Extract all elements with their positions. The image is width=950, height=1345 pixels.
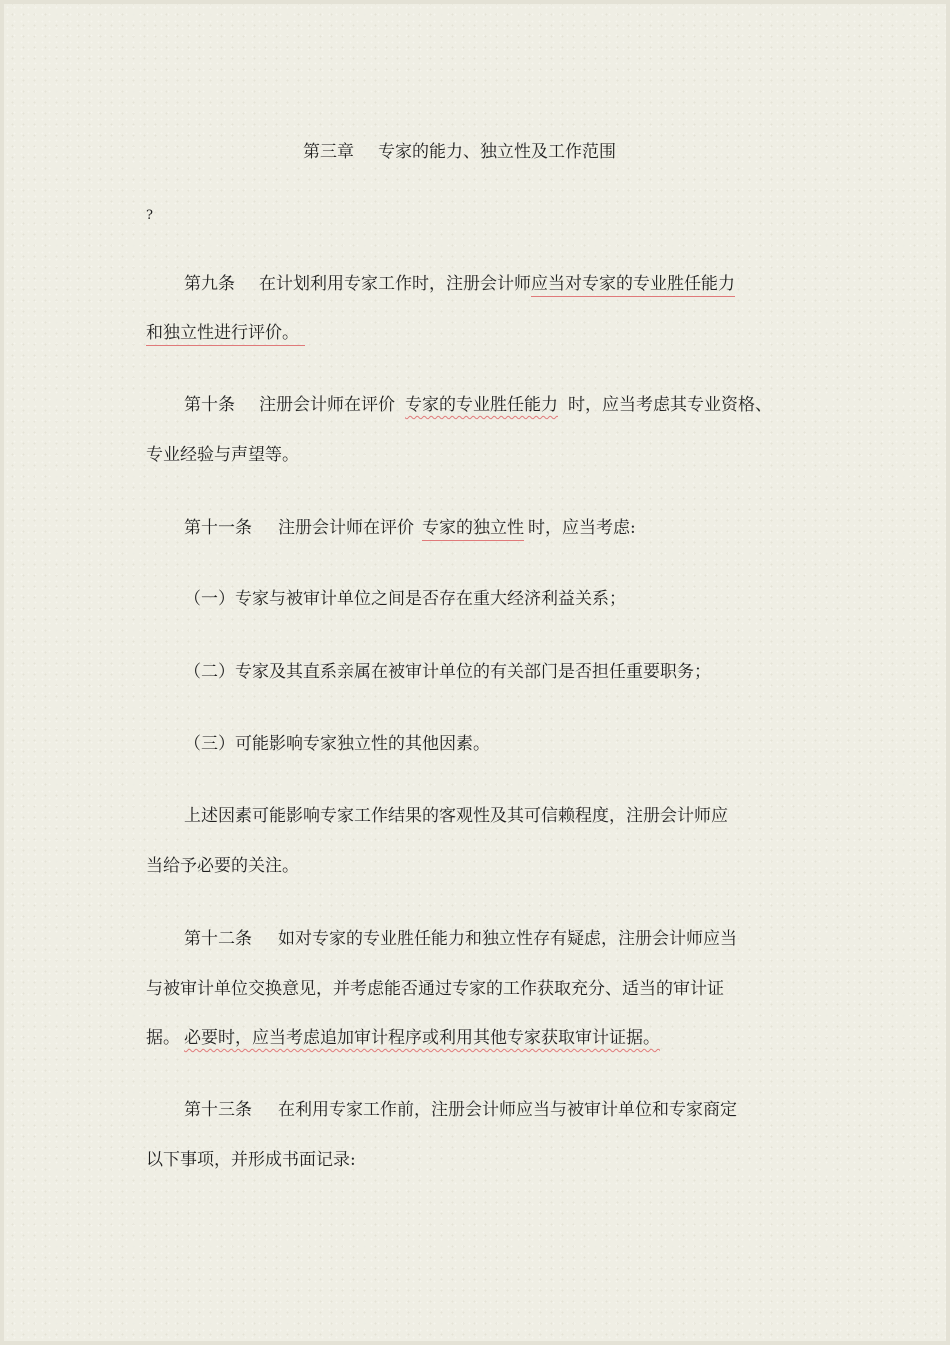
article-9-underlined-text: 应当对专家的专业胜任能力 (531, 274, 735, 297)
article-9-text: 在计划利用专家工作时，注册会计师 (259, 274, 531, 294)
article-12-line-1 (184, 927, 737, 951)
article-10-text-a: 注册会计师在评价 (259, 395, 395, 415)
article-11-label: 第十一条 (184, 518, 252, 538)
article-10-text-b: 时，应当考虑其专业资格、 (568, 395, 772, 415)
chapter-heading (303, 140, 616, 164)
article-9-label: 第九条 (184, 274, 235, 294)
article-10-line-1 (184, 393, 772, 417)
article-10-label: 第十条 (184, 395, 235, 415)
article-13-label: 第十三条 (184, 1100, 252, 1120)
article-12-text-a: 据。 (146, 1028, 180, 1048)
article-11-item-3: （三）可能影响专家独立性的其他因素。 (184, 734, 490, 754)
article-11-text-a: 注册会计师在评价 (278, 518, 414, 538)
article-12-label: 第十二条 (184, 929, 252, 949)
placeholder-mark: ? (146, 208, 153, 223)
article-13-line-2: 以下事项，并形成书面记录: (146, 1150, 356, 1170)
article-13-line-1 (184, 1098, 737, 1122)
article-11-item-1: （一）专家与被审计单位之间是否存在重大经济利益关系； (184, 589, 626, 609)
article-9-line-2 (146, 321, 305, 345)
article-9-continuation: 和独立性进行评价。 (146, 323, 305, 346)
article-10-line-2: 专业经验与声望等。 (146, 445, 299, 465)
article-12-underlined-text: 必要时，应当考虑追加审计程序或利用其他专家获取审计证据。 (184, 1028, 660, 1048)
article-11-note-line-2: 当给予必要的关注。 (146, 856, 299, 876)
article-11-text-b: 时，应当考虑: (528, 518, 636, 538)
article-11-line-1 (184, 516, 636, 540)
article-12-line-2: 与被审计单位交换意见，并考虑能否通过专家的工作获取充分、适当的审计证 (146, 979, 724, 999)
article-11-note-line-1: 上述因素可能影响专家工作结果的客观性及其可信赖程度，注册会计师应 (184, 806, 728, 826)
article-10-underlined-text: 专家的专业胜任能力 (405, 395, 558, 415)
chapter-number: 第三章 (303, 142, 354, 162)
article-12-line-3 (146, 1026, 690, 1050)
article-11-item-2: （二）专家及其直系亲属在被审计单位的有关部门是否担任重要职务； (184, 662, 711, 682)
article-13-text: 在利用专家工作前，注册会计师应当与被审计单位和专家商定 (278, 1100, 737, 1120)
article-12-text: 如对专家的专业胜任能力和独立性存有疑虑，注册会计师应当 (278, 929, 737, 949)
chapter-name: 专家的能力、独立性及工作范围 (378, 142, 616, 162)
article-11-underlined-text: 专家的独立性 (422, 518, 524, 541)
article-9-line-1 (184, 272, 735, 296)
